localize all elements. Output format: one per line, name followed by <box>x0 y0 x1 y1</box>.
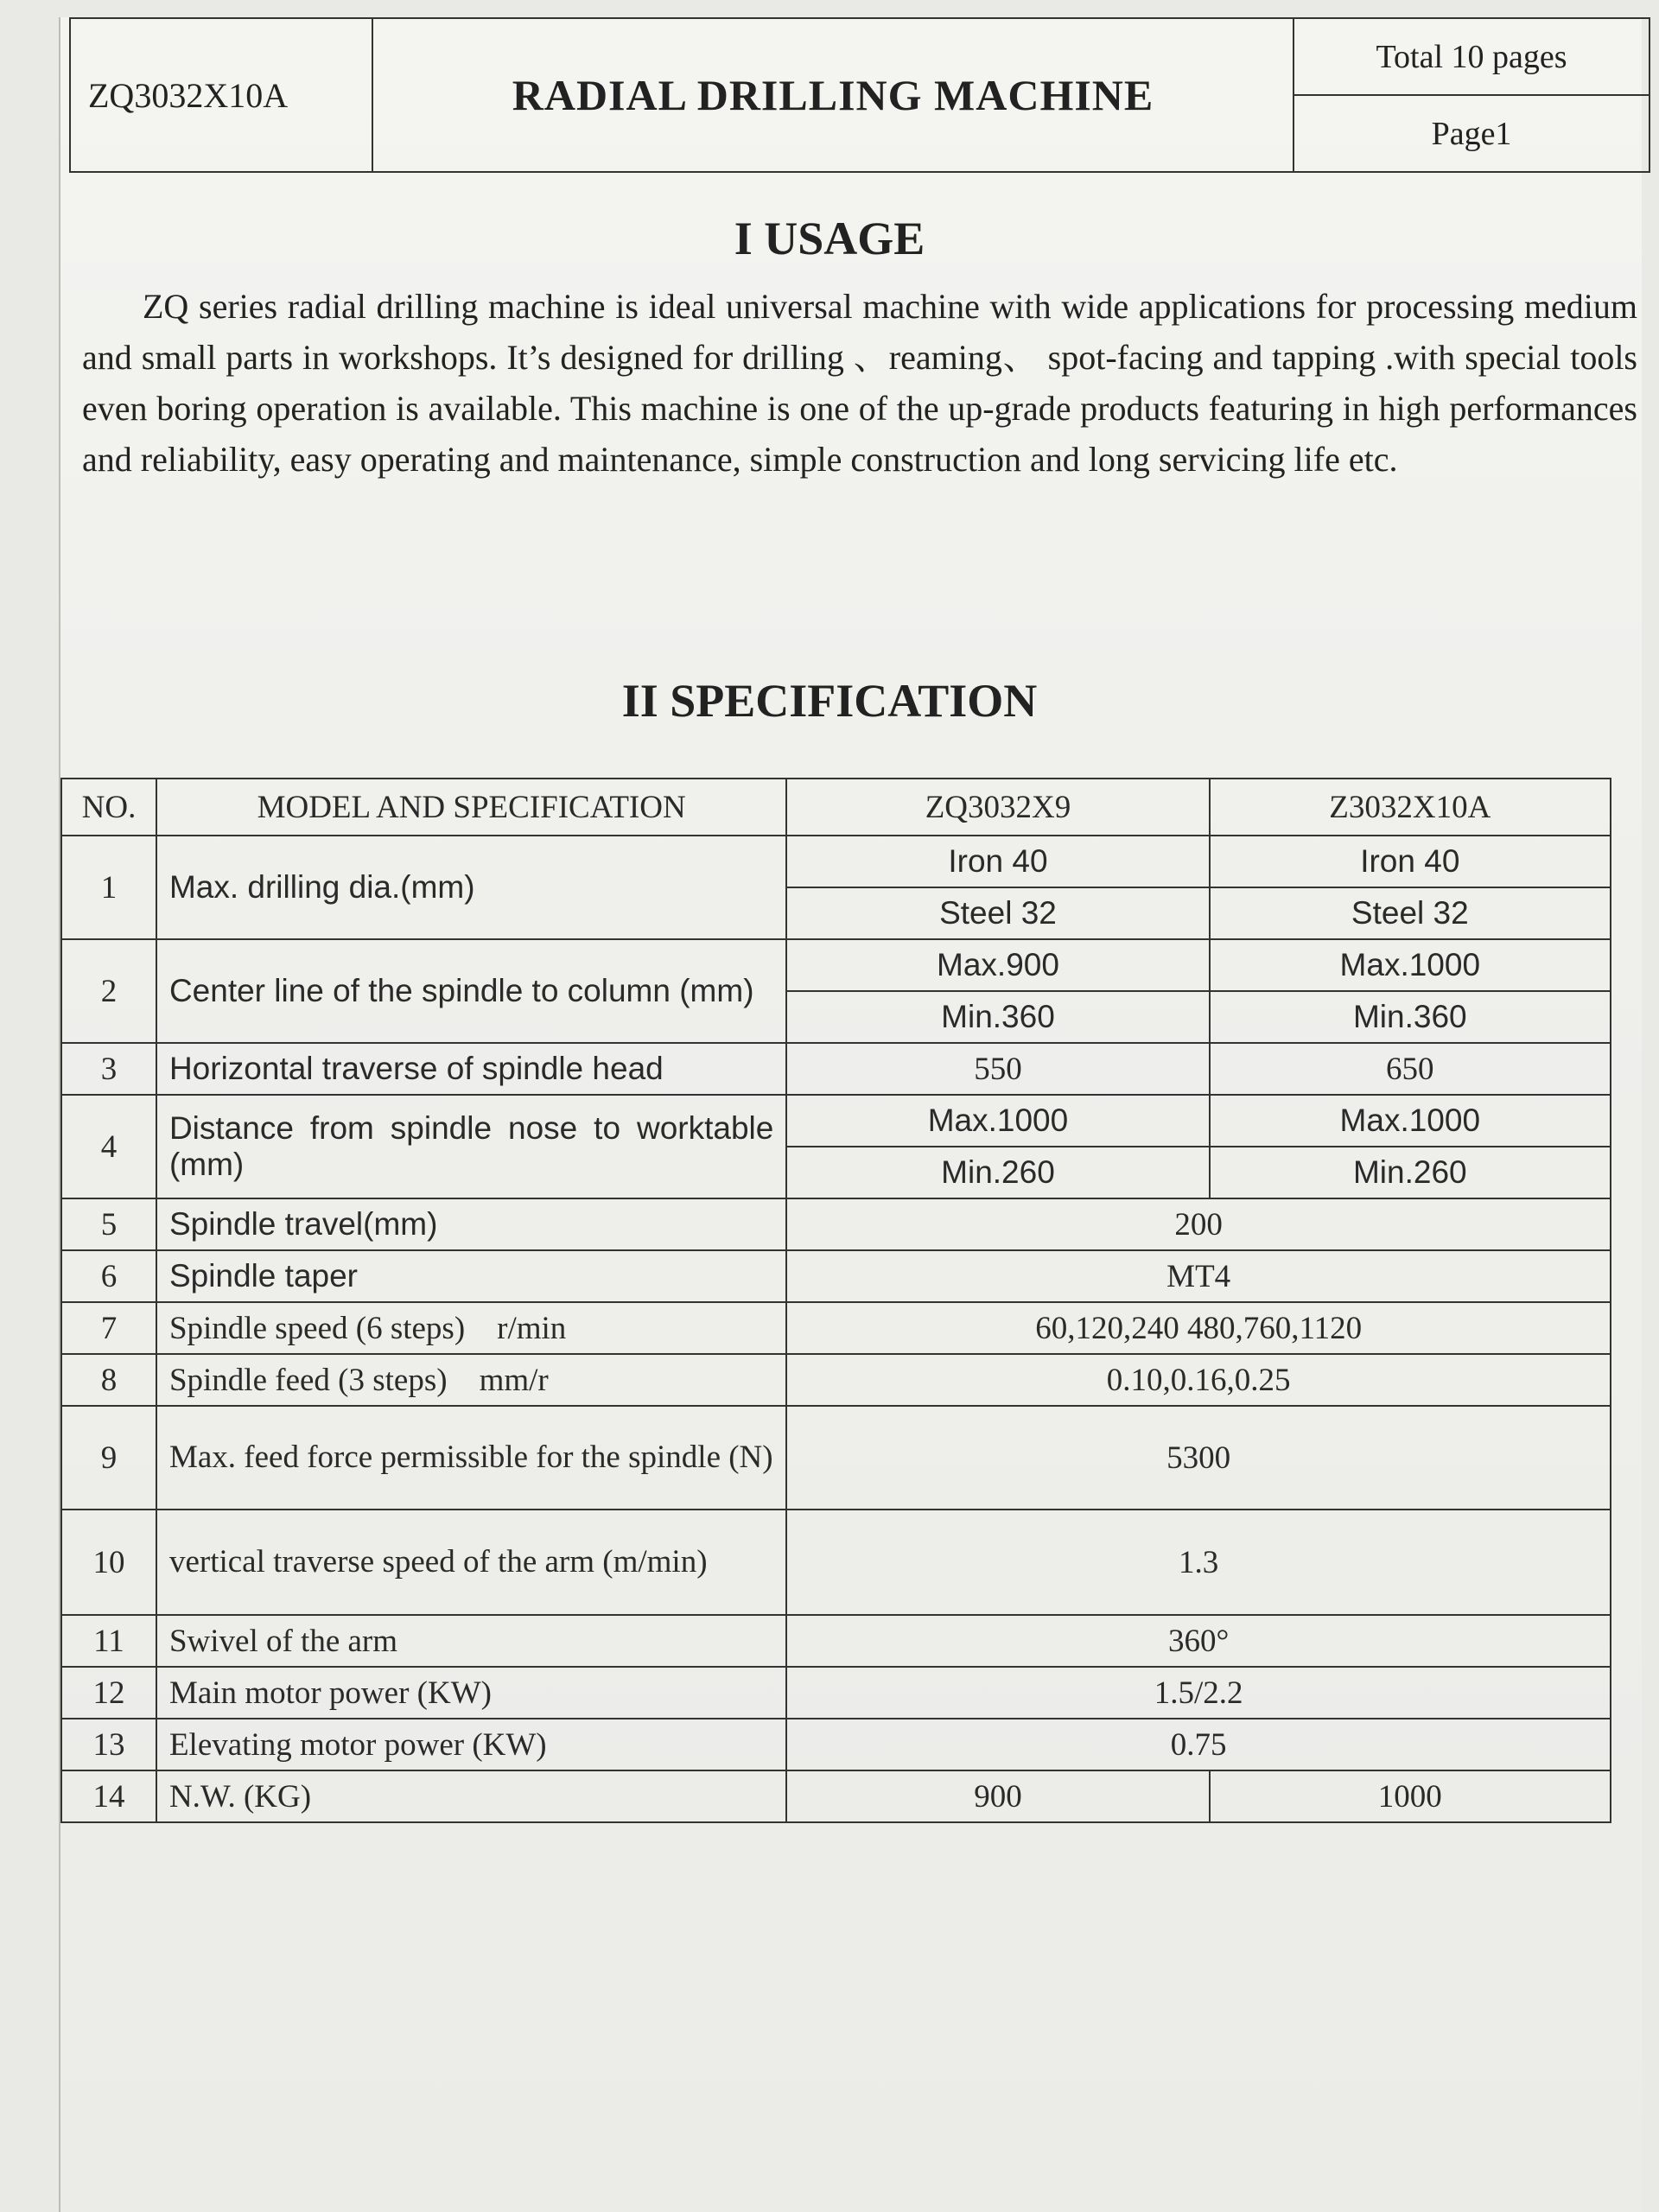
cell-value: 360° <box>786 1615 1611 1667</box>
row-label: Spindle taper <box>156 1250 786 1302</box>
table-row <box>61 1770 1611 1822</box>
table-row <box>61 1615 1611 1667</box>
row-number: 9 <box>61 1406 156 1510</box>
row-label: N.W. (KG) <box>156 1770 786 1822</box>
specification-table <box>60 778 1611 1823</box>
usage-paragraph <box>82 281 1637 485</box>
page-info <box>1294 19 1649 171</box>
cell-value: 200 <box>786 1198 1611 1250</box>
cell-value: Steel 32 <box>786 887 1209 939</box>
usage-heading: I USAGE <box>734 213 925 264</box>
row-number: 5 <box>61 1198 156 1250</box>
row-label: Spindle travel(mm) <box>156 1198 786 1250</box>
row-label: Horizontal traverse of spindle head <box>156 1043 786 1095</box>
table-row <box>61 1250 1611 1302</box>
row-number: 11 <box>61 1615 156 1667</box>
table-row <box>61 1095 1611 1147</box>
cell-value: 650 <box>1210 1043 1611 1095</box>
table-row <box>61 1719 1611 1770</box>
row-label: Main motor power (KW) <box>156 1667 786 1719</box>
row-number: 6 <box>61 1250 156 1302</box>
specification-heading: II SPECIFICATION <box>621 675 1038 727</box>
row-number: 14 <box>61 1770 156 1822</box>
table-header-row <box>61 779 1611 836</box>
cell-value: 900 <box>786 1770 1209 1822</box>
total-pages: Total 10 pages <box>1294 19 1649 96</box>
row-number: 10 <box>61 1510 156 1615</box>
table-row <box>61 1354 1611 1406</box>
cell-value: 60,120,240 480,760,1120 <box>786 1302 1611 1354</box>
cell-value: Steel 32 <box>1210 887 1611 939</box>
table-row <box>61 836 1611 887</box>
row-number: 3 <box>61 1043 156 1095</box>
table-row <box>61 1667 1611 1719</box>
cell-value: Min.360 <box>786 991 1209 1043</box>
cell-value: 0.10,0.16,0.25 <box>786 1354 1611 1406</box>
usage-text: ZQ series radial drilling machine is ideal universal machine with wide applications for processing medium and small parts in workshops. It’s designed for drilling 、reaming、 spot-facing and tapping .with special tools even boring operation is available. This machine is one of the up-grade products featuring in high performances and reliability, easy operating and maintenance, simple construction and long servicing life etc. <box>82 287 1637 479</box>
cell-value: Min.360 <box>1210 991 1611 1043</box>
table-row <box>61 939 1611 991</box>
cell-value: MT4 <box>786 1250 1611 1302</box>
cell-value: Max.1000 <box>1210 1095 1611 1147</box>
model-code: ZQ3032X10A <box>71 19 373 171</box>
table-row <box>61 1043 1611 1095</box>
cell-value: Iron 40 <box>1210 836 1611 887</box>
document-header <box>69 17 1650 173</box>
cell-value: 550 <box>786 1043 1209 1095</box>
col-header-model: MODEL AND SPECIFICATION <box>156 779 786 836</box>
col-header-z3032x10a: Z3032X10A <box>1210 779 1611 836</box>
row-label: vertical traverse speed of the arm (m/min) <box>156 1510 786 1615</box>
row-label: Distance from spindle nose to worktable (mm) <box>156 1095 786 1198</box>
row-number: 12 <box>61 1667 156 1719</box>
row-number: 13 <box>61 1719 156 1770</box>
row-label: Spindle feed (3 steps) mm/r <box>156 1354 786 1406</box>
row-label: Center line of the spindle to column (mm) <box>156 939 786 1043</box>
cell-value: Min.260 <box>1210 1147 1611 1198</box>
cell-value: 0.75 <box>786 1719 1611 1770</box>
row-number: 4 <box>61 1095 156 1198</box>
table-row <box>61 1510 1611 1615</box>
row-label: Elevating motor power (KW) <box>156 1719 786 1770</box>
row-label: Spindle speed (6 steps) r/min <box>156 1302 786 1354</box>
row-label: Max. drilling dia.(mm) <box>156 836 786 939</box>
row-number: 8 <box>61 1354 156 1406</box>
table-row <box>61 1198 1611 1250</box>
cell-value: Max.1000 <box>1210 939 1611 991</box>
cell-value: Max.900 <box>786 939 1209 991</box>
row-label: Max. feed force permissible for the spindle (N) <box>156 1406 786 1510</box>
row-label: Swivel of the arm <box>156 1615 786 1667</box>
table-row <box>61 1406 1611 1510</box>
document-title: RADIAL DRILLING MACHINE <box>373 19 1294 171</box>
cell-value: Min.260 <box>786 1147 1209 1198</box>
row-number: 1 <box>61 836 156 939</box>
row-number: 7 <box>61 1302 156 1354</box>
table-row <box>61 1302 1611 1354</box>
col-header-zq3032x9: ZQ3032X9 <box>786 779 1209 836</box>
page-number: Page1 <box>1431 115 1512 152</box>
cell-value: 1.3 <box>786 1510 1611 1615</box>
cell-value: Max.1000 <box>786 1095 1209 1147</box>
col-header-no: NO. <box>61 779 156 836</box>
cell-value: 1.5/2.2 <box>786 1667 1611 1719</box>
cell-value: Iron 40 <box>786 836 1209 887</box>
cell-value: 1000 <box>1210 1770 1611 1822</box>
row-number: 2 <box>61 939 156 1043</box>
cell-value: 5300 <box>786 1406 1611 1510</box>
